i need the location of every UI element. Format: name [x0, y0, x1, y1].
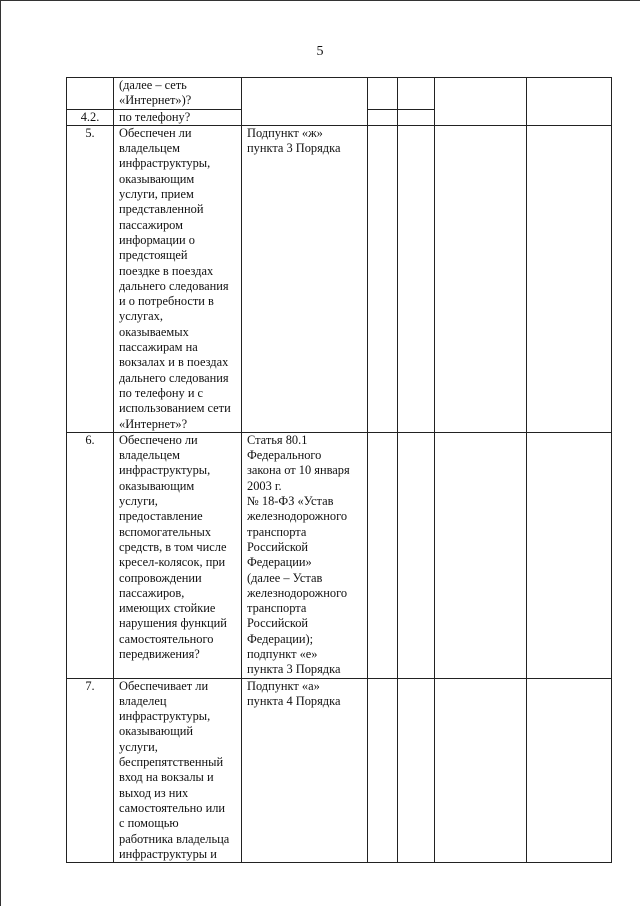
row-number: 6. [67, 432, 114, 678]
answer-yes-cell [368, 125, 398, 432]
row-number: 5. [67, 125, 114, 432]
row-number: 4.2. [67, 109, 114, 125]
answer-yes-cell [368, 109, 398, 125]
table-row [67, 78, 612, 110]
row-number: 7. [67, 678, 114, 863]
table-row [67, 125, 612, 432]
answer-no-cell [398, 432, 435, 678]
question-cell: (далее – сеть «Интернет»)? [114, 78, 242, 110]
answer-no-cell [398, 109, 435, 125]
not-applicable-cell [435, 125, 527, 432]
checklist-table [66, 77, 612, 863]
scan-top-edge [0, 0, 640, 1]
not-applicable-cell [435, 432, 527, 678]
answer-yes-cell [368, 678, 398, 863]
answer-no-cell [398, 78, 435, 110]
note-cell [527, 432, 612, 678]
basis-cell: Подпункт «а» пункта 4 Порядка [242, 678, 368, 863]
note-cell [527, 78, 612, 126]
answer-yes-cell [368, 78, 398, 110]
table-row [67, 432, 612, 678]
note-cell [527, 678, 612, 863]
question-cell: по телефону? [114, 109, 242, 125]
answer-no-cell [398, 125, 435, 432]
question-cell: Обеспечен ли владельцем инфраструктуры, оказывающим услуги, прием представленной пассажиром информации о предстоящей поездке в поездах дальнего следования и о потребности в услугах, оказываемых пассажирам на вокзалах и в поездах дальнего следования по телефону и с использованием сети «Интернет»? [114, 125, 242, 432]
question-cell: Обеспечено ли владельцем инфраструктуры, оказывающим услуги, предоставление вспомогательных средств, в том числе кресел-колясок, при сопровождении пассажиров, имеющих стойкие нарушения функций самостоятельного передвижения? [114, 432, 242, 678]
row-number [67, 78, 114, 110]
basis-cell: Статья 80.1 Федерального закона от 10 января 2003 г. № 18-ФЗ «Устав железнодорожного транспорта Российской Федерации» (далее – Устав железнодорожного транспорта Российской Федерации); подпункт «е» пункта 3 Порядка [242, 432, 368, 678]
page-number: 5 [316, 44, 324, 59]
note-cell [527, 125, 612, 432]
basis-cell [242, 78, 368, 126]
not-applicable-cell [435, 678, 527, 863]
not-applicable-cell [435, 78, 527, 126]
answer-yes-cell [368, 432, 398, 678]
basis-cell: Подпункт «ж» пункта 3 Порядка [242, 125, 368, 432]
scan-left-edge [0, 0, 1, 906]
question-cell: Обеспечивает ли владелец инфраструктуры, оказывающий услуги, беспрепятственный вход на вокзалы и выход из них самостоятельно или с помощью работника владельца инфраструктуры и [114, 678, 242, 863]
answer-no-cell [398, 678, 435, 863]
table-row [67, 678, 612, 863]
